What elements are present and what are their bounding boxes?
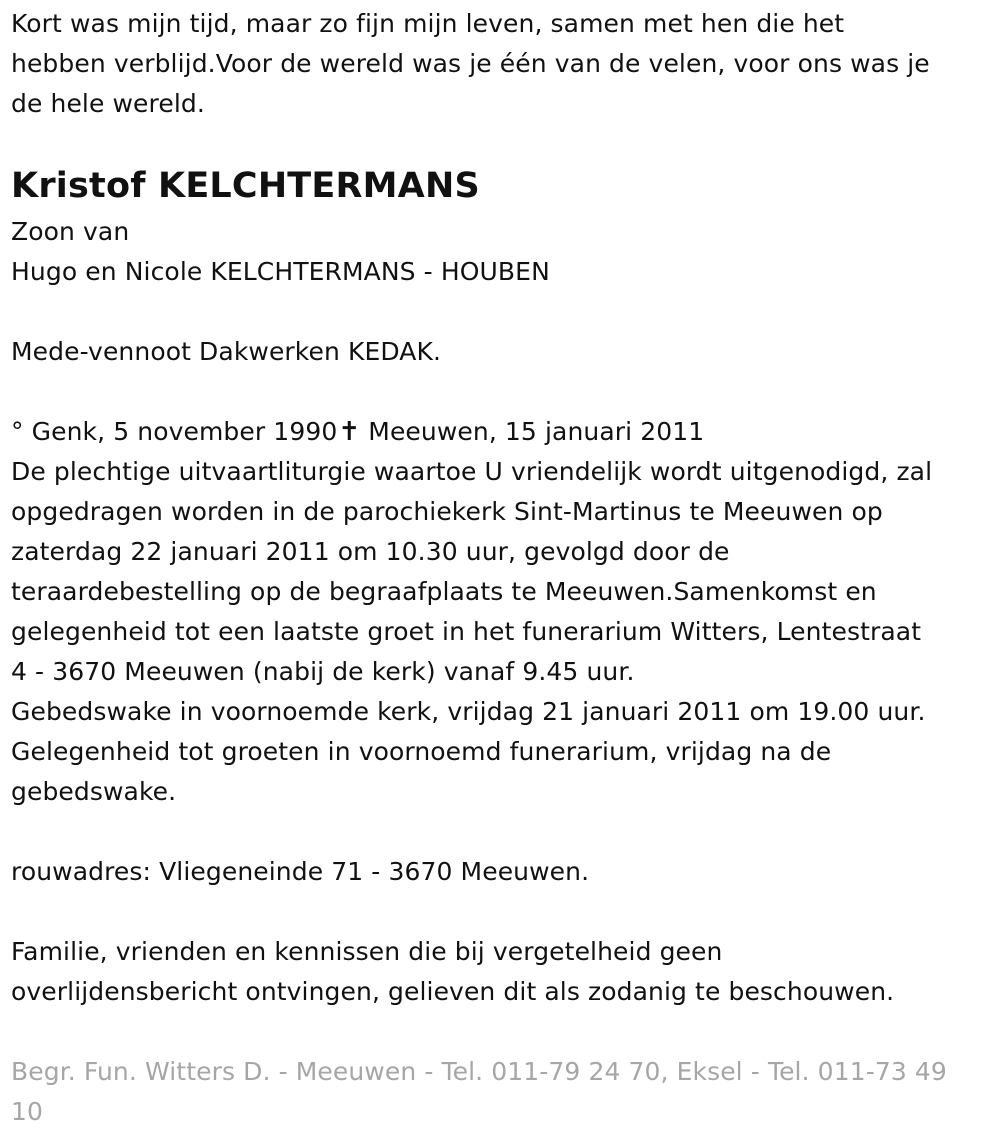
poem — [11, 4, 989, 124]
spacer — [11, 812, 989, 852]
poem-line: Kort was mijn tijd, maar zo fijn mijn leven, samen met hen die het — [11, 9, 845, 38]
notice-line: overlijdensbericht ontvingen, gelieven dit als zodanig te beschouwen. — [11, 977, 895, 1006]
spacer — [11, 292, 989, 332]
footer-line: Begr. Fun. Witters D. - Meeuwen - Tel. 011-79 24 70, Eksel - Tel. 011-73 49 — [11, 1057, 947, 1086]
parents-text: Hugo en Nicole KELCHTERMANS - HOUBEN — [11, 257, 550, 286]
spacer — [11, 1012, 989, 1052]
footer-line: 10 — [11, 1097, 44, 1126]
ceremony-line: gelegenheid tot een laatste groet in het funerarium Witters, Lentestraat — [11, 617, 922, 646]
ceremony-line: zaterdag 22 januari 2011 om 10.30 uur, gevolgd door de — [11, 537, 730, 566]
poem-line: hebben verblijd.Voor de wereld was je één van de velen, voor ons was je — [11, 49, 930, 78]
relation-text: Zoon van — [11, 217, 130, 246]
family-notice — [11, 932, 989, 1012]
birth-date: ° Genk, 5 november 1990 — [11, 417, 338, 446]
ceremony-line: Gebedswake in voornoemde kerk, vrijdag 21 januari 2011 om 19.00 uur. — [11, 697, 926, 726]
ceremony-details — [11, 412, 989, 812]
ceremony-line: Gelegenheid tot groeten in voornoemd funerarium, vrijdag na de — [11, 737, 832, 766]
life-dates — [11, 412, 989, 452]
death-date: Meeuwen, 15 januari 2011 — [360, 417, 705, 446]
occupation: Mede-vennoot Dakwerken KEDAK. — [11, 337, 442, 366]
notice-line: Familie, vrienden en kennissen die bij vergetelheid geen — [11, 937, 723, 966]
funeral-home-footer — [11, 1052, 989, 1132]
deceased-name: Kristof KELCHTERMANS — [11, 166, 480, 206]
ceremony-line: opgedragen worden in de parochiekerk Sint-Martinus te Meeuwen op — [11, 497, 883, 526]
ceremony-line: teraardebestelling op de begraafplaats te Meeuwen.Samenkomst en — [11, 577, 877, 606]
family-relation — [11, 212, 989, 292]
spacer — [11, 892, 989, 932]
spacer — [11, 372, 989, 412]
cross-icon: ✝ — [338, 417, 361, 447]
ceremony-line: gebedswake. — [11, 777, 177, 806]
poem-line: de hele wereld. — [11, 89, 205, 118]
ceremony-line: 4 - 3670 Meeuwen (nabij de kerk) vanaf 9.45 uur. — [11, 657, 635, 686]
ceremony-line: De plechtige uitvaartliturgie waartoe U vriendelijk wordt uitgenodigd, zal — [11, 457, 933, 486]
mourning-address: rouwadres: Vliegeneinde 71 - 3670 Meeuwen. — [11, 857, 590, 886]
